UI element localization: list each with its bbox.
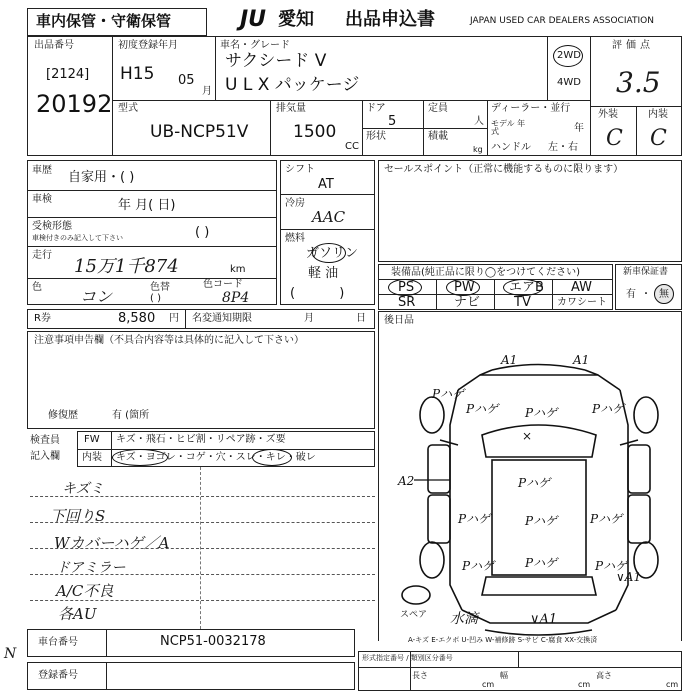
margin-mark: N (4, 646, 17, 662)
spec-length-unit: cm (482, 680, 495, 689)
spec-height: 高さ (596, 671, 612, 680)
mark-a1-right: A1 (573, 353, 590, 367)
capacity-label: 定員 (428, 103, 448, 114)
displacement-label: 排気量 (276, 103, 306, 114)
receive-value: ( ) (195, 225, 210, 240)
interior-grade: C (650, 126, 667, 151)
notes-label: 注意事項申告欄（不具合内容等は具体的に記入して下さい） (34, 335, 304, 346)
mark-p-5: Pハゲ (458, 512, 491, 526)
spec-width-unit: cm (578, 680, 591, 689)
sales-point-label: セールスポイント（正常に機能するものに限ります） (384, 164, 624, 175)
spec-cert-label: 形式指定番号 / 類別区分番号 (362, 654, 453, 662)
car-name: サクシード V (225, 51, 327, 71)
header-title-left: 車内保管・守衛保管 (36, 12, 172, 30)
ac-value: AAC (312, 208, 346, 226)
inspection-value: 年 月( 日) (118, 198, 176, 213)
hand-note-5: A/C不良 (56, 582, 114, 600)
fw-items: キズ・飛石・ヒビ割・リペア跡・ズ要 (116, 434, 286, 445)
mark-a1-rear: ∨A1 (616, 570, 642, 584)
model-label: 型式 (118, 103, 138, 114)
name-change-month: 月 (304, 313, 314, 324)
recycle-value: 8,580 (118, 311, 156, 326)
mark-x: × (522, 429, 533, 443)
equip-seat: カワシート (557, 297, 607, 308)
rating-label: 評価点 (612, 40, 654, 51)
first-reg-month: 05 (178, 73, 195, 88)
interior-items: キズ・ヨゴレ・コゲ・穴・スレ・キレ・破レ (116, 452, 316, 463)
interior-label: 内装 (648, 109, 668, 120)
repaint-value: ( ) (150, 293, 161, 304)
displacement-value: 1500 (293, 122, 337, 142)
checker-label-2: 記入欄 (30, 451, 60, 462)
interior-head: 内装 (82, 452, 102, 463)
mark-p-2: Pハゲ (525, 406, 558, 420)
lot-value: 20192 (36, 90, 113, 118)
model-value: UB-NCP51V (150, 122, 249, 142)
org-name: 愛知 (278, 9, 314, 30)
equip-aw: AW (571, 280, 593, 295)
recycle-unit: 円 (169, 313, 179, 324)
displacement-unit: CC (345, 141, 359, 152)
interior-circle-1 (112, 449, 168, 466)
doors-label: ドア (366, 103, 386, 114)
warranty-sep: ・ (641, 289, 651, 300)
fuel-gasoline: ガソリン (306, 246, 359, 261)
mark-a2: A2 (398, 474, 415, 488)
sales-point-box (378, 160, 682, 262)
warranty-label: 新車保証書 (623, 267, 669, 277)
fuel-label: 燃料 (285, 233, 305, 244)
checker-label-1: 検査員 (30, 435, 60, 446)
hand-note-6: 各AU (58, 605, 97, 623)
registration-label: 登録番号 (38, 670, 78, 681)
lot-label: 出品番号 (34, 40, 74, 51)
repair-value: 有 (箇所 (112, 410, 150, 421)
rating-value: 3.5 (616, 66, 661, 99)
weight-unit: kg (473, 145, 483, 154)
capacity-unit: 人 (474, 116, 484, 127)
fuel-other: ( ) (290, 286, 345, 301)
spec-width: 幅 (500, 671, 508, 680)
drive-4wd: 4WD (557, 77, 581, 88)
handle-options: 左・右 (548, 142, 578, 153)
equip-airbag: エアB (509, 280, 544, 295)
mark-a1-left: A1 (501, 353, 518, 367)
mark-p-9: Pハゲ (595, 559, 628, 573)
name-change-day: 日 (356, 313, 366, 324)
repaint-label: 色替 (150, 282, 170, 293)
mileage-unit: km (230, 264, 246, 275)
assoc-name: JAPAN USED CAR DEALERS ASSOCIATION (470, 16, 654, 26)
chassis-label: 車台番号 (38, 637, 78, 648)
equipment-label: 装備品(純正品に限り◯をつけてください) (391, 267, 580, 278)
warranty-yes: 有 (626, 289, 636, 300)
equip-pw: PW (454, 280, 475, 295)
weight-label: 積載 (428, 131, 448, 142)
color-label: 色 (32, 282, 42, 293)
recycle-label: R券 (34, 313, 51, 324)
car-label: 車名・グレード (220, 40, 290, 51)
first-reg-era: H15 (120, 64, 155, 84)
ac-label: 冷房 (285, 198, 305, 209)
spare-label: スペア (400, 610, 428, 620)
drive-2wd: 2WD (557, 50, 581, 61)
spec-length: 長さ (412, 671, 428, 680)
mark-p-7: Pハゲ (590, 512, 623, 526)
mark-p-1: Pハゲ (466, 402, 499, 416)
interior-circle-2 (252, 449, 292, 466)
mileage-label: 走行 (32, 250, 52, 261)
chassis-value: NCP51-0032178 (160, 634, 266, 649)
repair-label: 修復歴 (48, 410, 78, 421)
equip-ps: PS (398, 280, 415, 295)
year-unit: 年 (574, 123, 584, 134)
mark-p-10: Pハゲ (525, 556, 558, 570)
mark-p-4: Pハゲ (518, 476, 551, 490)
usage-label: 車歴 (32, 165, 52, 176)
name-change-label: 名変通知期限 (192, 313, 252, 324)
lot-sub: [2124] (46, 67, 90, 82)
damage-legend: A-キズ E-エクボ U-凹み W-補修跡 S-サビ C-腐食 XX-交換済 (408, 636, 598, 644)
mark-p-3: Pハゲ (592, 402, 625, 416)
exterior-label: 外装 (598, 109, 618, 120)
inspection-label: 車検 (32, 194, 52, 205)
equip-sr: SR (398, 295, 416, 310)
doors-value: 5 (388, 114, 397, 129)
color-code-label: 色コード (203, 279, 243, 290)
hand-note-2: 下回りS (50, 507, 106, 525)
equip-navi: ナビ (454, 295, 481, 310)
receive-label: 受検形態 (32, 221, 72, 232)
equip-tv: TV (514, 295, 531, 310)
color-code-value: 8P4 (222, 290, 250, 306)
exterior-grade: C (606, 126, 623, 151)
dealer-label: ディーラー・並行 (491, 103, 571, 114)
fw-head: FW (84, 434, 100, 445)
shift-value: AT (318, 177, 334, 192)
leak-mark: ∨A1 (530, 612, 558, 627)
spec-height-unit: cm (666, 680, 679, 689)
mark-p-11: Pハゲ (432, 387, 465, 401)
usage-value: 自家用・( ) (68, 170, 135, 185)
doc-title: 出品申込書 (345, 9, 435, 30)
equip-pw-circle (446, 279, 480, 296)
mark-p-8: Pハゲ (462, 559, 495, 573)
receive-note: 車検付きのみ記入して下さい (32, 234, 123, 242)
equip-ps-circle (388, 279, 422, 296)
leak-note: 水滴 (450, 611, 478, 627)
first-reg-label: 初度登録年月 (118, 40, 178, 51)
rear-items-label: 後日品 (384, 315, 414, 326)
model-year-label: モデル 年式 (491, 119, 526, 136)
mileage-value: 15万1千874 (74, 256, 179, 277)
car-damage-diagram (380, 345, 680, 640)
car-grade: U L X パッケージ (225, 75, 360, 95)
info-grid (27, 36, 682, 156)
handle-label: ハンドル (491, 142, 531, 153)
hand-note-1: キズミ (62, 481, 104, 497)
shift-label: シフト (285, 164, 315, 175)
ju-logo: JU (240, 7, 267, 32)
first-reg-month-unit: 月 (202, 86, 212, 97)
warranty-no: 無 (659, 289, 669, 300)
hand-note-4: ドアミラー (56, 560, 126, 576)
color-value: コン (80, 287, 113, 306)
shape-label: 形状 (366, 131, 386, 142)
fuel-diesel: 軽 油 (308, 266, 339, 281)
hand-note-3: Wカバーハゲ／A (54, 534, 170, 552)
mark-p-6: Pハゲ (525, 514, 558, 528)
equip-airbag-circle (503, 279, 543, 296)
